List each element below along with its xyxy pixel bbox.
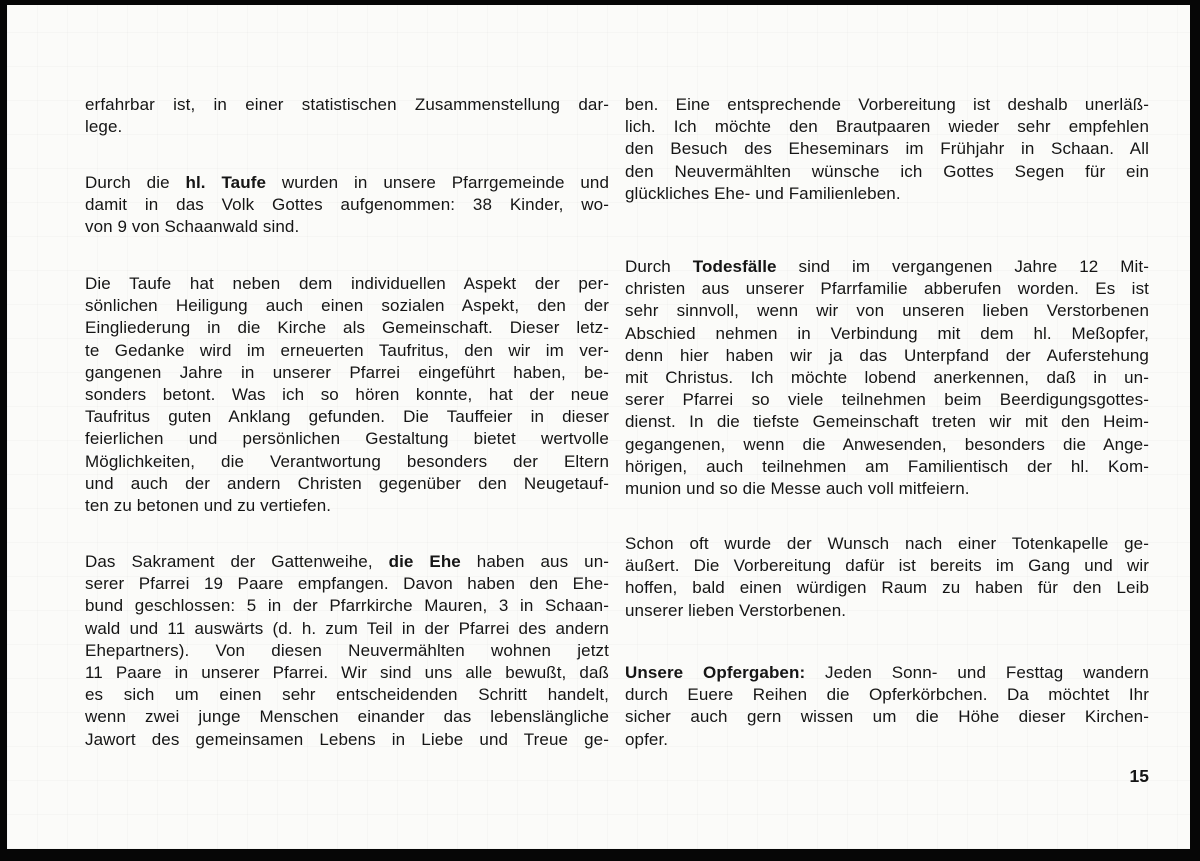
text-line: den Neuvermählten wünsche ich Gottes Segen für ein [625,161,1149,181]
text-line: serer Pfarrei so viele teilnehmen beim Beerdigungsgottes- [625,390,1149,410]
text-line: Schon oft wurde der Wunsch nach einer Totenkapelle ge- [625,534,1149,553]
text-line: unserer lieben Verstorbenen. [625,600,847,620]
text-line: feierlichen und persönlichen Gestaltung bietet wertvolle [85,429,609,449]
text-line: Unsere Opfergaben: Jeden Sonn- und Festtag wandern [625,663,1149,682]
text-line: gangenen Jahre in unserer Pfarrei eingeführt haben, be- [85,362,609,382]
text-line: Durch die hl. Taufe wurden in unsere Pfarrgemeinde und [85,173,610,192]
text-line: durch Euere Reihen die Opferkörbchen. Da möchtet Ihr [625,685,1149,705]
text-line: und auch der andern Christen gegenüber den Neugetauf- [85,473,609,493]
text-line: sicher auch gern wissen um die Höhe dieser Kirchen- [625,707,1149,727]
text-line: Taufritus guten Anklang gefunden. Die Tauffeier in dieser [85,407,609,427]
paragraph-totenkapelle [625,533,1149,622]
text-line: damit in das Volk Gottes aufgenommen: 38 Kinder, wo- [85,195,609,215]
paragraph-opfergaben [625,662,1149,751]
text-line: sonders betont. Was ich so hören konnte, hat der neue [85,385,609,405]
text-line: lege. [85,117,123,137]
paragraph-ehe-fortsetzung [625,94,1149,205]
text-line: äußert. Die Vorbereitung dafür ist bereits im Gang und wir [625,556,1149,576]
text-line: Jawort des gemeinsamen Lebens in Liebe und Treue ge- [85,729,609,749]
text-line: gegangenen, wenn die Anwesenden, besonders die Ange- [625,434,1149,454]
text-line: den Besuch des Eheseminars im Frühjahr in Schaan. All [625,139,1149,159]
text-line: Die Taufe hat neben dem individuellen Aspekt der per- [85,274,609,293]
text-line: serer Pfarrei 19 Paare empfangen. Davon haben den Ehe- [85,574,609,594]
text-line: 11 Paare in unserer Pfarrei. Wir sind uns alle bewußt, daß [85,663,609,683]
paragraph-taufritus [85,273,609,517]
text-line: erfahrbar ist, in einer statistischen Zusammenstellung dar- [85,95,609,114]
text-line: ben. Eine entsprechende Vorbereitung ist deshalb unerläß- [625,95,1149,114]
text-line: Durch Todesfälle sind im vergangenen Jahre 12 Mit- [625,257,1150,276]
text-line: lich. Ich möchte den Brautpaaren wieder sehr empfehlen [625,117,1149,137]
text-line: sehr sinnvoll, wenn wir von unseren lieben Verstorbenen [625,301,1149,321]
text-line: opfer. [625,729,669,749]
text-line: Ehepartners). Von diesen Neuvermählten wohnen jetzt [85,640,609,660]
paragraph-todesfaelle [625,256,1149,500]
text-line: Abschied nehmen in Verbindung mit dem hl. Meßopfer, [625,323,1149,343]
text-line: Das Sakrament der Gattenweihe, die Ehe haben aus un- [85,552,610,571]
text-line: glückliches Ehe- und Familienleben. [625,183,901,203]
text-line: mit Christus. Ich möchte lobend anerkennen, daß in un- [625,368,1149,388]
text-line: wald und 11 auswärts (d. h. zum Teil in der Pfarrei des andern [85,618,609,638]
text-line: Möglichkeiten, die Verantwortung besonders der Eltern [85,451,609,471]
paragraph-ehe [85,551,609,751]
page-number: 15 [1129,766,1149,786]
text-line: hörigen, auch teilnehmen am Familientisch der hl. Kom- [625,456,1149,476]
paragraph-intro [85,94,609,138]
text-line: von 9 von Schaanwald sind. [85,217,300,237]
text-line: te Gedanke wird im erneuerten Taufritus, den wir im ver- [85,340,609,360]
text-line: munion und so die Messe auch voll mitfeiern. [625,479,970,499]
text-line: denn hier haben wir ja das Unterpfand der Auferstehung [625,345,1149,365]
text-line: es sich um einen sehr entscheidenden Schritt handelt, [85,685,609,705]
text-line: dienst. In die tiefste Gemeinschaft treten wir mit den Heim- [625,412,1149,432]
text-line: Eingliederung in die Kirche als Gemeinschaft. Dieser letz- [85,318,609,338]
text-line: hoffen, bald einen würdigen Raum zu haben für den Leib [625,578,1149,598]
paragraph-taufe [85,172,609,239]
text-line: christen aus unserer Pfarrfamilie abberufen worden. Es ist [625,279,1149,299]
text-line: bund geschlossen: 5 in der Pfarrkirche Mauren, 3 in Schaan- [85,596,609,616]
text-line: sönlichen Heiligung auch einen sozialen Aspekt, den der [85,296,609,316]
text-line: ten zu betonen und zu vertiefen. [85,496,332,516]
text-line: wenn zwei junge Menschen einander das lebenslängliche [85,707,609,727]
